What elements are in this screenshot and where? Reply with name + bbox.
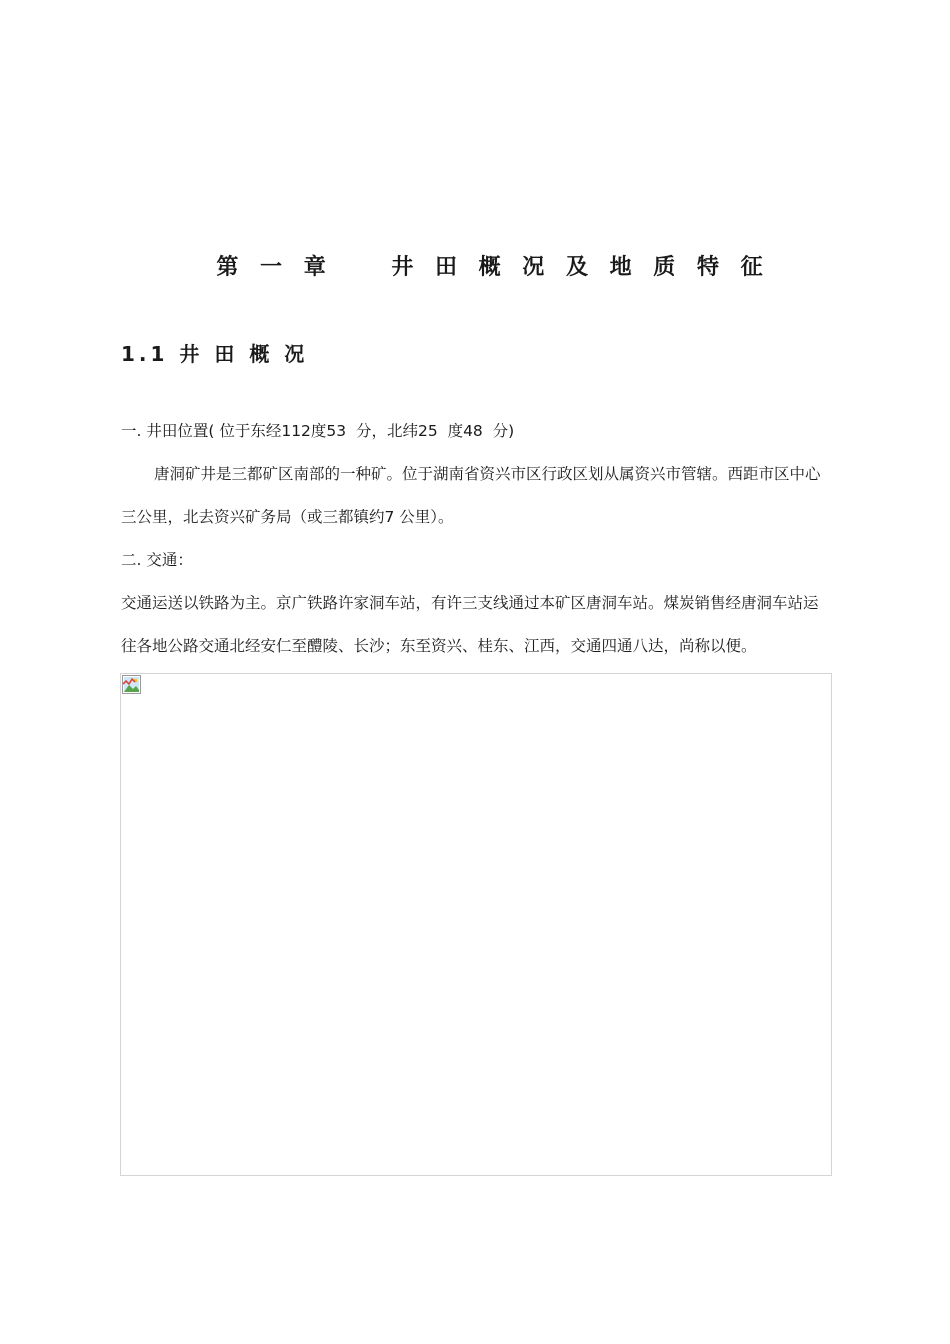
figure-placeholder [120, 673, 832, 1176]
item1-body-line2: 三公里，北去资兴矿务局（或三都镇约7 公里）。 [121, 508, 454, 526]
item2-body-line1: 交通运送以铁路为主。京广铁路许家洞车站，有许三支线通过本矿区唐洞车站。煤炭销售经唐洞车站运 [121, 594, 819, 612]
chapter-title: 第 一 章 井 田 概 况 及 地 质 特 征 [216, 255, 770, 280]
item2-heading: 二. 交通： [121, 551, 193, 569]
item1-body-line1: 唐洞矿井是三都矿区南部的一种矿。位于湖南省资兴市区行政区划从属资兴市管辖。西距市区中心 [154, 465, 821, 483]
broken-image-icon [122, 675, 141, 694]
item1-heading: 一. 井田位置( 位于东经112度53 分，北纬25 度48 分) [121, 422, 515, 440]
section-title: 1.1 井 田 概 况 [121, 342, 309, 366]
item2-body-line2: 往各地公路交通北经安仁至醴陵、长沙；东至资兴、桂东、江西，交通四通八达，尚称以便。 [121, 637, 757, 655]
